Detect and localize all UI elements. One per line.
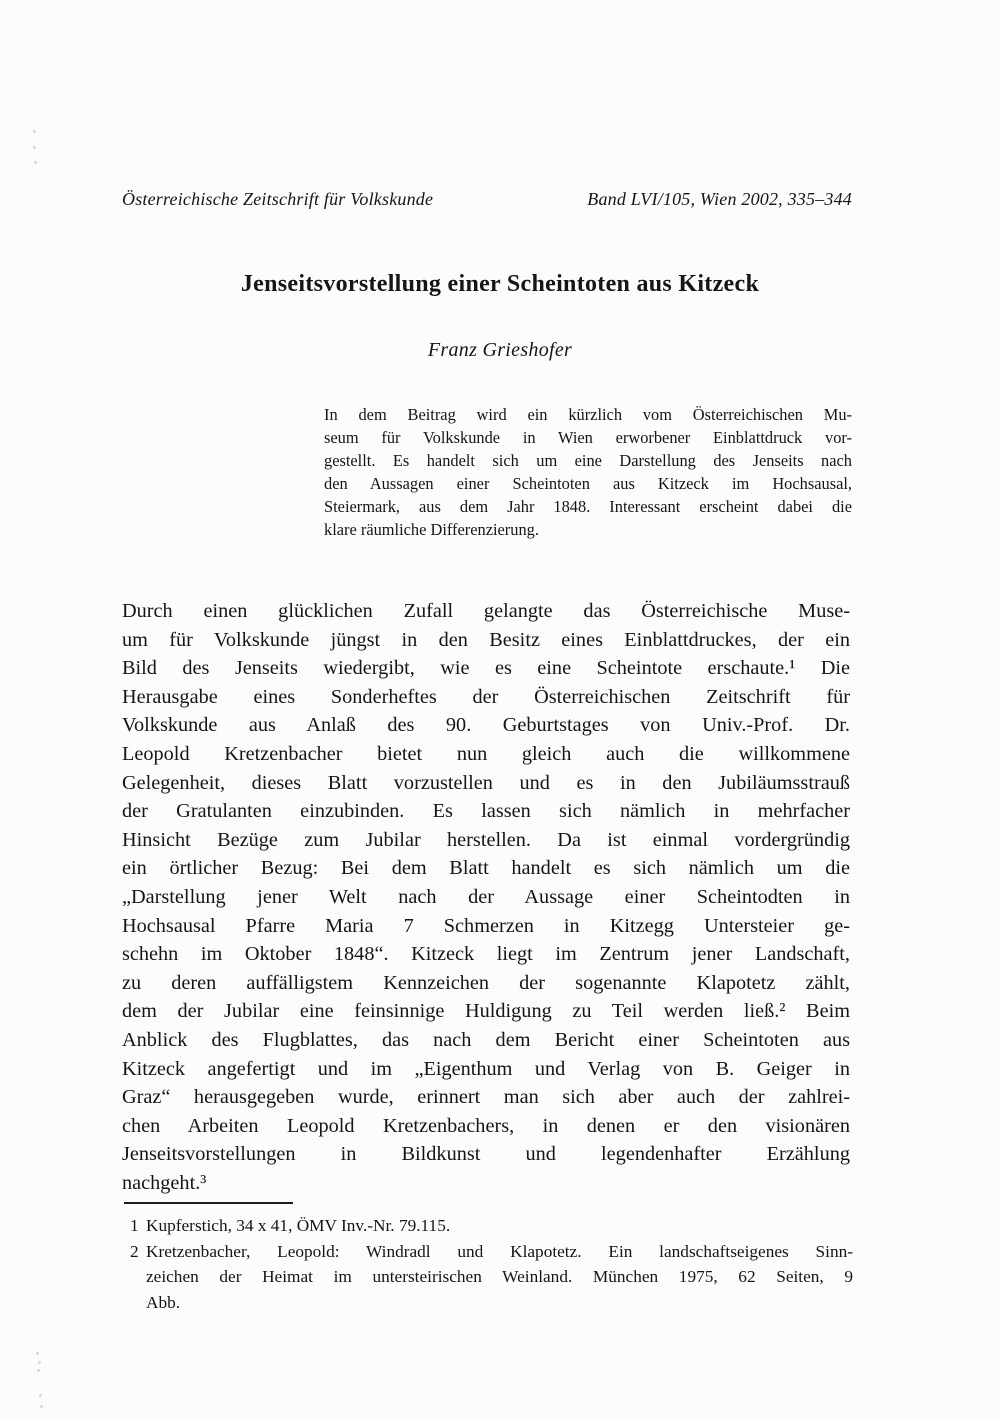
scan-artifact	[37, 1369, 40, 1372]
body-line: Bild des Jenseits wiedergibt, wie es eine Scheintote erschaute.¹ Die	[122, 657, 850, 680]
abstract-line: den Aussagen einer Scheintoten aus Kitzeck im Hochsausal,	[324, 474, 852, 493]
article-title: Jenseitsvorstellung einer Scheintoten aus Kitzeck	[240, 271, 760, 297]
body-line: Hinsicht Bezüge zum Jubilar herstellen. Da ist einmal vordergründig	[122, 828, 850, 851]
journal-title: Österreichische Zeitschrift für Volkskunde	[122, 189, 434, 209]
body-line: Leopold Kretzenbacher bietet nun gleich auch die willkommene	[122, 742, 850, 765]
abstract	[324, 403, 852, 541]
body-line: um für Volkskunde jüngst in den Besitz eines Einblattdruckes, der ein	[122, 628, 850, 651]
body-paragraph	[122, 597, 850, 1197]
scan-artifact	[33, 146, 36, 149]
abstract-line: seum für Volkskunde in Wien erworbener Einblattdruck vor-	[324, 428, 852, 447]
footnote-text	[146, 1213, 853, 1239]
volume-info: Band LVI/105, Wien 2002, 335–344	[587, 189, 852, 209]
body-line: der Gratulanten einzubinden. Es lassen sich nämlich in mehrfacher	[122, 800, 850, 823]
abstract-line: Steiermark, aus dem Jahr 1848. Interessant erscheint dabei die	[324, 497, 852, 516]
footnote-number: 1	[130, 1216, 139, 1235]
body-line: nachgeht.³	[122, 1171, 207, 1194]
body-line: „Darstellung jener Welt nach der Aussage einer Scheintodten in	[122, 885, 850, 908]
footnote-rule	[124, 1202, 293, 1204]
article-author: Franz Grieshofer	[427, 339, 573, 361]
abstract-line: klare räumliche Differenzierung.	[324, 520, 539, 539]
body-line: Jenseitsvorstellungen in Bildkunst und legendenhafter Erzählung	[122, 1143, 850, 1166]
body-line: Durch einen glücklichen Zufall gelangte das Österreichische Muse-	[122, 600, 850, 622]
body-line: Gelegenheit, dieses Blatt vorzustellen und es in den Jubiläumsstrauß	[122, 771, 850, 794]
footnote-1	[130, 1213, 853, 1239]
scan-artifact	[34, 161, 37, 164]
footnotes	[130, 1213, 853, 1315]
footnote-2	[130, 1239, 853, 1316]
abstract-line: In dem Beitrag wird ein kürzlich vom Österreichischen Mu-	[324, 405, 852, 424]
body-line: Hochsausal Pfarre Maria 7 Schmerzen in Kitzegg Untersteier ge-	[122, 914, 850, 937]
scan-artifact	[39, 1394, 42, 1397]
abstract-line: gestellt. Es handelt sich um eine Darstellung des Jenseits nach	[324, 451, 852, 470]
footnote-number: 2	[130, 1241, 139, 1261]
body-line: Anblick des Flugblattes, das nach dem Bericht einer Scheintoten aus	[122, 1028, 850, 1051]
scan-artifact	[38, 1361, 41, 1364]
running-head	[122, 188, 852, 211]
footnote-line: Abb.	[146, 1292, 181, 1312]
body-line: ein örtlicher Bezug: Bei dem Blatt handelt es sich nämlich um die	[122, 857, 850, 880]
body-line: zu deren auffälligstem Kennzeichen der sogenannte Klapotetz zählt,	[122, 971, 850, 994]
body-line: Herausgabe eines Sonderheftes der Österreichischen Zeitschrift für	[122, 685, 850, 708]
scan-artifact	[33, 130, 36, 133]
body-line: Volkskunde aus Anlaß des 90. Geburtstages von Univ.-Prof. Dr.	[122, 714, 850, 737]
body-line: Kitzeck angefertigt und im „Eigenthum und Verlag von B. Geiger in	[122, 1057, 850, 1080]
footnote-text	[146, 1239, 853, 1316]
body-line: dem der Jubilar eine feinsinnige Huldigung zu Teil werden ließ.² Beim	[122, 1000, 850, 1023]
body-line: chen Arbeiten Leopold Kretzenbachers, in denen er den visionären	[122, 1114, 850, 1137]
footnote-line: Kupferstich, 34 x 41, ÖMV Inv.-Nr. 79.115.	[146, 1216, 451, 1235]
footnote-line: Kretzenbacher, Leopold: Windradl und Klapotetz. Ein landschaftseigenes Sinn-	[146, 1241, 853, 1261]
scan-artifact	[36, 1352, 39, 1355]
body-line: schehn im Oktober 1848“. Kitzeck liegt im Zentrum jener Landschaft,	[122, 943, 850, 966]
scan-artifact	[40, 1405, 43, 1408]
footnote-line: zeichen der Heimat im untersteirischen Weinland. München 1975, 62 Seiten, 9	[146, 1267, 853, 1286]
body-line: Graz“ herausgegeben wurde, erinnert man sich aber auch der zahlrei-	[122, 1086, 850, 1109]
